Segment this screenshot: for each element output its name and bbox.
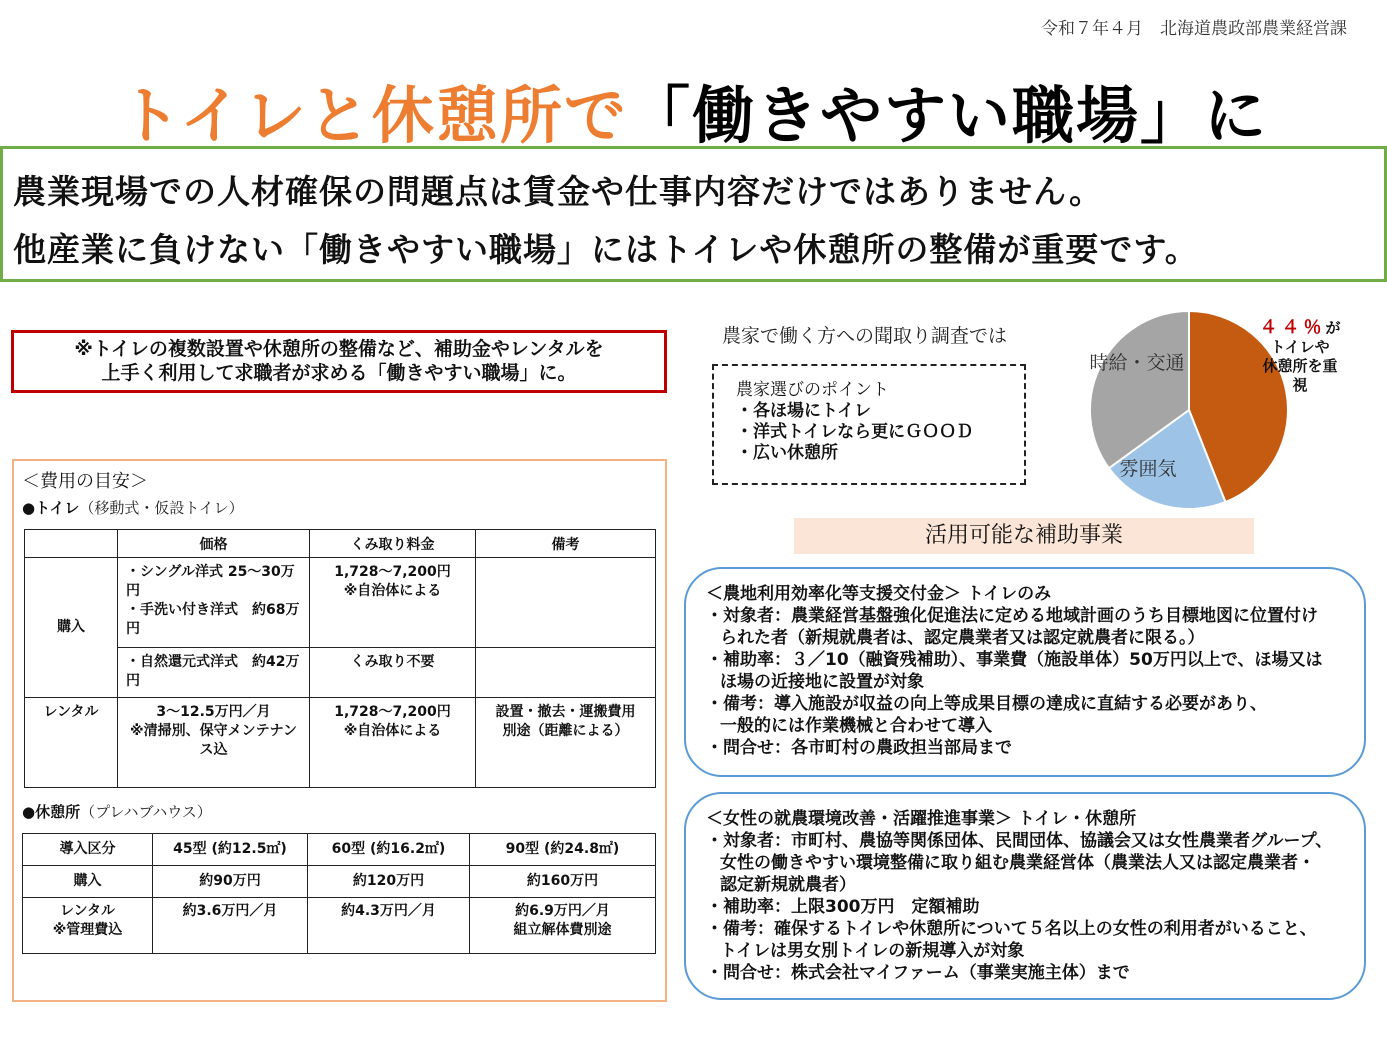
rental-price: 3～12.5万円／月 bbox=[156, 704, 271, 720]
price-single: ・シングル洋式 25～30万円 bbox=[126, 564, 295, 599]
subsidy-line: 女性の働きやすい環境整備に取り組む農業経営体（農業法人又は認定農業者・ bbox=[720, 853, 1315, 873]
pie-label-atmosphere: 雰囲気 bbox=[1119, 458, 1177, 480]
fee-note: ※自治体による bbox=[343, 723, 442, 739]
table-cell bbox=[310, 698, 476, 788]
row-label-purchase: 購入 bbox=[23, 866, 153, 898]
pie-note bbox=[1252, 318, 1348, 395]
subsidy-title: ＜農地利用効率化等支援交付金＞ トイレのみ bbox=[706, 584, 1052, 604]
toilet-note: （移動式・仮設トイレ） bbox=[79, 499, 244, 517]
point-item: ・洋式トイレなら更にＧＯＯＤ bbox=[736, 422, 974, 442]
intro-line-1: 農業現場での人材確保の問題点は賃金や仕事内容だけではありません。 bbox=[13, 172, 1103, 211]
table-cell bbox=[470, 898, 656, 954]
table-header: 90型 (約24.8㎡) bbox=[470, 834, 656, 866]
rental-label: レンタル bbox=[59, 903, 116, 919]
table-cell: 約160万円 bbox=[470, 866, 656, 898]
table-cell bbox=[476, 698, 656, 788]
table-cell: くみ取り不要 bbox=[310, 648, 476, 698]
subsidy-line: ・問合せ：株式会社マイファーム（事業実施主体）まで bbox=[706, 963, 1130, 983]
fee-value: 1,728～7,200円 bbox=[334, 564, 451, 580]
table-header: 導入区分 bbox=[23, 834, 153, 866]
subsidy-line: ・補助率：上限300万円 定額補助 bbox=[706, 897, 980, 917]
subsidy-banner: 活用可能な補助事業 bbox=[794, 518, 1254, 554]
rental-extra-note: 組立解体費別途 bbox=[513, 922, 612, 938]
points-box bbox=[712, 364, 1026, 485]
toilet-cost-table bbox=[24, 529, 656, 788]
subsidy-line: ・備考：確保するトイレや休憩所について５名以上の女性の利用者がいること、 bbox=[706, 919, 1317, 939]
pie-note-suffix: が bbox=[1325, 319, 1341, 337]
table-cell bbox=[118, 558, 310, 648]
table-header: 備考 bbox=[476, 530, 656, 558]
notice-line-1: ※トイレの複数設置や休憩所の整備など、補助金やレンタルを bbox=[74, 338, 604, 360]
fee-value: 1,728～7,200円 bbox=[334, 704, 451, 720]
subsidy-line: ・対象者：農業経営基盤強化促進法に定める地域計画のうち目標地図に位置付け bbox=[706, 606, 1318, 626]
subsidy-line: ・備考：導入施設が収益の向上等成果目標の達成に直結する必要があり、 bbox=[706, 694, 1267, 714]
pie-label-commute: 時給・交通 bbox=[1089, 352, 1185, 374]
row-label-rental bbox=[23, 898, 153, 954]
notice-box bbox=[11, 330, 667, 393]
rest-label: ●休憩所 bbox=[22, 803, 81, 821]
table-cell: 約120万円 bbox=[308, 866, 470, 898]
subsidy-box-farmland bbox=[684, 567, 1366, 777]
page-title bbox=[0, 66, 1387, 155]
subsidy-title: ＜女性の就農環境改善・活躍推進事業＞ トイレ・休憩所 bbox=[706, 809, 1137, 829]
pie-note-line: 休憩所を重 bbox=[1262, 357, 1338, 375]
cost-heading: ＜費用の目安＞ bbox=[22, 471, 148, 492]
subsidy-line: ・対象者：市町村、農協等関係団体、民間団体、協議会又は女性農業者グループ、 bbox=[706, 831, 1333, 851]
subsidy-line: られた者（新規就農者は、認定農業者又は認定就農者に限る。） bbox=[720, 628, 1205, 648]
subsidy-line: ・問合せ：各市町村の農政担当部局まで bbox=[706, 738, 1012, 758]
subsidy-box-women bbox=[684, 792, 1366, 1000]
points-title: 農家選びのポイント bbox=[736, 380, 889, 400]
table-header: 45型 (約12.5㎡) bbox=[153, 834, 308, 866]
intro-line-2: 他産業に負けない「働きやすい職場」にはトイレや休憩所の整備が重要です。 bbox=[13, 230, 1199, 269]
title-black-part: 「働きやすい職場」に bbox=[627, 79, 1268, 152]
rest-note: （プレハブハウス） bbox=[80, 803, 212, 821]
pie-note-line: 視 bbox=[1292, 376, 1308, 394]
rental-price-note: ※清掃別、保守メンテナンス込 bbox=[130, 723, 297, 758]
rental-price: 約6.9万円／月 bbox=[515, 903, 610, 919]
table-cell bbox=[118, 698, 310, 788]
table-header: 60型 (約16.2㎡) bbox=[308, 834, 470, 866]
table-header: 価格 bbox=[118, 530, 310, 558]
notice-line-2: 上手く利用して求職者が求める「働きやすい職場」に。 bbox=[101, 362, 577, 384]
pie-note-line: トイレや bbox=[1270, 338, 1330, 356]
toilet-label: ●トイレ bbox=[22, 499, 80, 517]
table-cell: 約90万円 bbox=[153, 866, 308, 898]
subsidy-line: 認定新規就農者） bbox=[720, 875, 856, 895]
subsidy-line: 一般的には作業機械と合わせて導入 bbox=[720, 716, 992, 736]
table-header: くみ取り料金 bbox=[310, 530, 476, 558]
table-cell bbox=[476, 648, 656, 698]
toilet-heading bbox=[22, 497, 244, 518]
subsidy-line: トイレは男女別トイレの新規導入が対象 bbox=[720, 941, 1025, 961]
rest-heading bbox=[22, 801, 212, 822]
table-header bbox=[25, 530, 118, 558]
fee-note: ※自治体による bbox=[343, 583, 442, 599]
row-label-purchase: 購入 bbox=[25, 558, 118, 698]
table-cell: ・自然還元式洋式 約42万円 bbox=[118, 648, 310, 698]
table-cell: 約3.6万円／月 bbox=[153, 898, 308, 954]
rental-note: 設置・撤去・運搬費用 bbox=[495, 704, 636, 720]
title-orange-part: トイレと休憩所で bbox=[119, 79, 628, 152]
price-handwash: ・手洗い付き洋式 約68万円 bbox=[126, 602, 300, 637]
table-cell: 約4.3万円／月 bbox=[308, 898, 470, 954]
pie-note-percent: ４４％ bbox=[1259, 317, 1326, 338]
table-cell bbox=[476, 558, 656, 648]
rental-label-note: ※管理費込 bbox=[52, 922, 123, 938]
row-label-rental: レンタル bbox=[25, 698, 118, 788]
rental-note: 別途（距離による） bbox=[502, 723, 629, 739]
survey-intro: 農家で働く方への聞取り調査では bbox=[722, 325, 1008, 347]
subsidy-line: ほ場の近接地に設置が対象 bbox=[720, 672, 924, 692]
point-item: ・各ほ場にトイレ bbox=[736, 401, 872, 421]
rest-cost-table bbox=[22, 833, 656, 954]
subsidy-line: ・補助率：３／10（融資残補助）、事業費（施設単体）50万円以上で、ほ場又は bbox=[706, 650, 1323, 670]
header-date-department: 令和７年４月 北海道農政部農業経営課 bbox=[1041, 19, 1347, 39]
point-item: ・広い休憩所 bbox=[736, 443, 838, 463]
cost-panel bbox=[12, 459, 667, 1002]
intro-box bbox=[0, 146, 1387, 282]
table-cell bbox=[310, 558, 476, 648]
